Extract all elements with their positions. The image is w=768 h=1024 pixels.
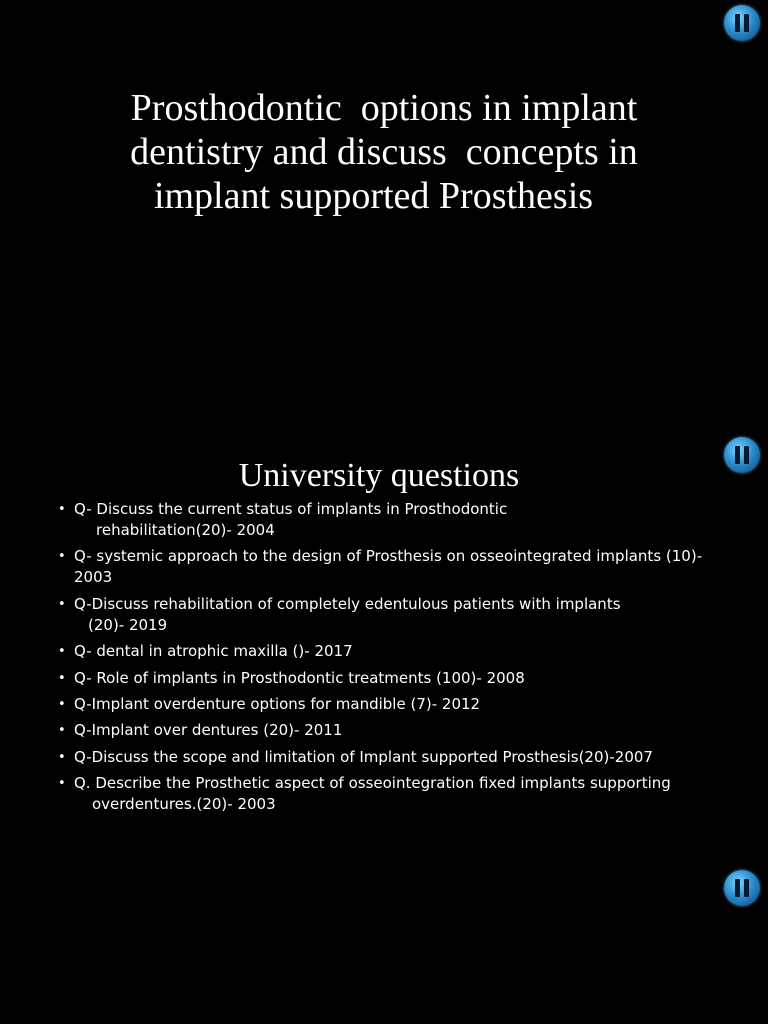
pause-icon bbox=[724, 5, 760, 41]
pause-button[interactable] bbox=[724, 5, 760, 41]
question-item bbox=[56, 694, 706, 715]
question-text: Q- Discuss the current status of implants in Prosthodontic bbox=[74, 500, 508, 518]
bullet-icon: • bbox=[58, 723, 66, 739]
question-text: Q- dental in atrophic maxilla ()- 2017 bbox=[74, 642, 353, 661]
question-text: Q-Discuss rehabilitation of completely edentulous patients with implants bbox=[74, 594, 621, 613]
pause-icon bbox=[724, 870, 760, 906]
question-item bbox=[56, 773, 706, 815]
title-line: dentistry and discuss concepts in bbox=[130, 131, 638, 173]
question-text: (20)- 2019 bbox=[88, 615, 168, 634]
bullet-icon: • bbox=[58, 670, 66, 686]
pause-button[interactable] bbox=[724, 870, 760, 906]
question-list bbox=[56, 499, 706, 821]
question-item bbox=[56, 720, 706, 741]
question-item bbox=[56, 641, 706, 662]
question-text: Q-Implant overdenture options for mandible (7)- 2012 bbox=[74, 694, 481, 713]
question-text: Q- Role of implants in Prosthodontic treatments (100)- 2008 bbox=[74, 668, 525, 687]
question-item bbox=[56, 546, 706, 588]
question-item bbox=[56, 747, 706, 768]
question-text: overdentures.(20)- 2003 bbox=[92, 795, 276, 814]
bullet-icon: • bbox=[58, 749, 66, 765]
question-text: Q- systemic approach to the design of Prosthesis on osseointegrated implants (10)- 2003 bbox=[74, 547, 707, 587]
bullet-icon: • bbox=[58, 549, 66, 565]
pause-button[interactable] bbox=[724, 437, 760, 473]
bullet-icon: • bbox=[58, 776, 66, 792]
question-item bbox=[56, 668, 706, 689]
question-text: rehabilitation(20)- 2004 bbox=[96, 521, 275, 539]
slide-title bbox=[0, 86, 768, 218]
bullet-icon: • bbox=[58, 696, 66, 712]
bullet-icon: • bbox=[58, 644, 66, 660]
question-item bbox=[56, 594, 706, 636]
bullet-icon: • bbox=[58, 596, 66, 612]
question-item bbox=[56, 499, 706, 541]
pause-icon bbox=[724, 437, 760, 473]
section-heading: University questions bbox=[238, 457, 520, 494]
question-text: Q. Describe the Prosthetic aspect of osseointegration fixed implants supporting bbox=[74, 774, 671, 793]
title-line: implant supported Prosthesis bbox=[153, 175, 594, 217]
title-line: Prosthodontic options in implant bbox=[130, 87, 638, 129]
question-text: Q-Discuss the scope and limitation of Implant supported Prosthesis(20)-2007 bbox=[74, 747, 653, 766]
bullet-icon: • bbox=[58, 502, 66, 517]
question-text: Q-Implant over dentures (20)- 2011 bbox=[74, 721, 343, 740]
